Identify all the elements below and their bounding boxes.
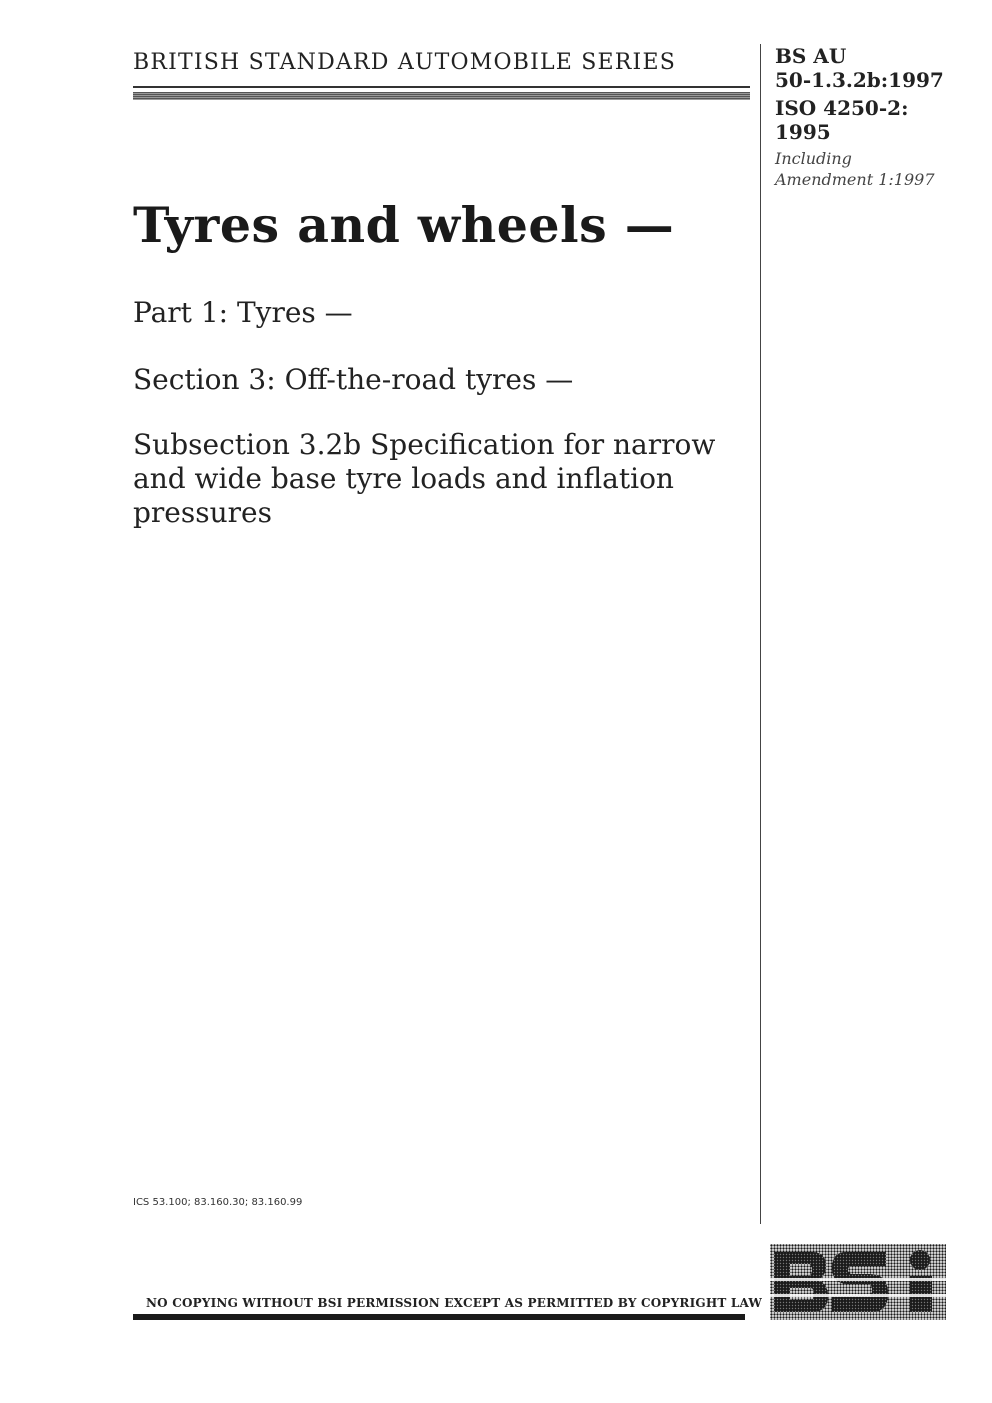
copyright-notice: NO COPYING WITHOUT BSI PERMISSION EXCEPT AS PERMITTED BY COPYRIGHT LAW [146,1296,763,1310]
ics-codes: ICS 53.100; 83.160.30; 83.160.99 [133,1197,303,1208]
amendment-line1: Including [775,149,852,168]
standard-reference-block [775,44,975,190]
main-title: Tyres and wheels — [133,196,675,254]
bs-number-line1: BS AU [775,44,847,68]
iso-number-line1: ISO 4250-2: [775,96,909,120]
series-title: BRITISH STANDARD AUTOMOBILE SERIES [133,50,676,75]
vertical-divider [760,44,761,1224]
header-rule-thin [133,86,750,88]
amendment-line2: Amendment 1:1997 [775,170,935,189]
section-title: Section 3: Off-the-road tyres — [133,363,574,396]
bs-number-line2: 50-1.3.2b:1997 [775,68,944,92]
iso-number-line2: 1995 [775,120,831,144]
header-rule-thick [133,92,750,100]
bsi-logo [770,1244,946,1320]
subsection-title: Subsection 3.2b Specification for narrow and wide base tyre loads and inflation pressures [133,428,716,529]
footer-rule [133,1314,745,1320]
part-title: Part 1: Tyres — [133,296,353,329]
